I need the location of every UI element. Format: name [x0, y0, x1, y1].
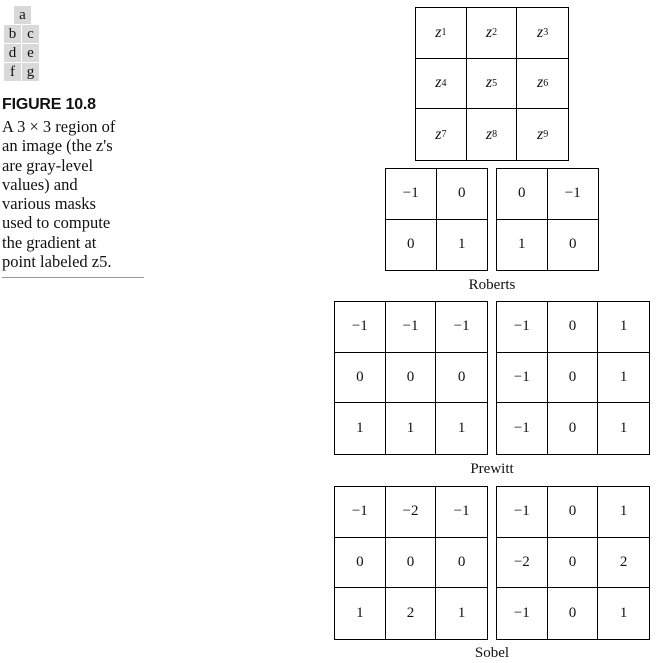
panel-key-b: b	[4, 25, 21, 43]
region-subscript: 7	[441, 129, 447, 141]
sobel-label: Sobel	[474, 645, 510, 661]
caption-divider	[2, 277, 144, 278]
region-variable: z	[537, 23, 544, 41]
region-cell	[416, 59, 467, 110]
mask-cell: 1	[497, 220, 548, 271]
mask-cell: 0	[335, 538, 386, 589]
region-variable: z	[435, 125, 442, 143]
mask-cell: −1	[497, 403, 548, 454]
region-variable: z	[485, 23, 493, 41]
mask-cell: 0	[436, 353, 487, 404]
region-subscript: 9	[543, 129, 549, 141]
region-variable: z	[485, 74, 493, 92]
mask-cell: −1	[386, 169, 437, 220]
mask-cell: 1	[386, 403, 437, 454]
region-cell	[467, 59, 518, 110]
region-variable: z	[537, 125, 544, 143]
panel-key-e: e	[22, 44, 39, 62]
region-cell	[416, 109, 467, 160]
mask-cell: 1	[457, 605, 466, 622]
region-subscript: 2	[492, 27, 498, 39]
region-subscript: 3	[543, 27, 549, 39]
figure-title: FIGURE 10.8	[2, 96, 96, 113]
region-variable: z	[485, 125, 493, 143]
figure-caption	[2, 117, 144, 271]
panel-key-g: g	[22, 63, 39, 81]
caption-line: the gradient at	[2, 232, 97, 252]
region-subscript: 4	[441, 77, 447, 89]
mask-cell: −1	[335, 487, 386, 538]
prewitt-mask-2	[496, 301, 650, 455]
image-region-grid	[415, 7, 569, 161]
roberts-mask-2	[496, 168, 599, 271]
roberts-mask-1	[385, 168, 488, 271]
region-variable: z	[435, 74, 442, 92]
mask-cell: 0	[497, 169, 548, 220]
mask-cell: −1	[497, 353, 548, 404]
mask-cell: 0	[548, 302, 599, 353]
mask-cell: 0	[569, 236, 577, 253]
mask-cell: −1	[497, 588, 548, 639]
panel-key	[4, 6, 40, 82]
mask-cell: 0	[436, 538, 487, 589]
mask-cell: 1	[598, 302, 649, 353]
region-subscript: 8	[492, 129, 498, 141]
mask-cell: −2	[497, 538, 548, 589]
region-cell	[416, 8, 467, 59]
sobel-mask-1	[334, 486, 488, 640]
mask-cell: 1	[458, 236, 466, 253]
mask-cell: 0	[386, 220, 437, 271]
mask-cell: −1	[497, 487, 548, 538]
mask-cell: −1	[386, 302, 437, 353]
sobel-mask-2	[496, 486, 650, 640]
mask-cell: 0	[548, 353, 599, 404]
mask-cell: 2	[598, 538, 649, 589]
mask-cell: 0	[548, 487, 599, 538]
mask-cell: 0	[386, 538, 437, 589]
mask-cell: −1	[497, 302, 548, 353]
region-subscript: 6	[543, 77, 549, 89]
caption-line: A 3 × 3 region of	[2, 117, 116, 136]
caption-line: various masks	[2, 194, 96, 214]
caption-line: are gray-level	[2, 155, 94, 175]
mask-cell: 1	[619, 420, 628, 437]
caption-line: point labeled z5.	[2, 252, 112, 272]
panel-key-f: f	[4, 63, 21, 81]
mask-cell: 1	[598, 353, 649, 404]
caption-line: an image (the z's	[2, 136, 113, 156]
panel-key-a: a	[14, 6, 31, 24]
mask-cell: −1	[335, 302, 386, 353]
region-cell	[517, 8, 568, 59]
mask-cell: −1	[436, 302, 487, 353]
mask-cell: −2	[386, 487, 437, 538]
mask-cell: 1	[335, 588, 386, 639]
mask-cell: 0	[335, 353, 386, 404]
mask-cell: 1	[598, 487, 649, 538]
panel-key-c: c	[22, 25, 39, 43]
region-cell	[467, 109, 518, 160]
mask-cell: 0	[386, 353, 437, 404]
region-cell	[467, 8, 518, 59]
mask-cell: −1	[548, 169, 599, 220]
region-cell	[517, 59, 568, 110]
mask-cell: 1	[335, 403, 386, 454]
mask-cell: 2	[386, 588, 437, 639]
region-variable: z	[537, 74, 544, 92]
prewitt-mask-1	[334, 301, 488, 455]
panel-key-d: d	[4, 44, 21, 62]
mask-cell: −1	[436, 487, 487, 538]
roberts-label: Roberts	[468, 277, 516, 293]
mask-cell: 1	[457, 420, 466, 437]
mask-cell: 0	[548, 538, 599, 589]
region-cell	[517, 109, 568, 160]
caption-line: values) and	[2, 174, 78, 194]
caption-line: used to compute	[2, 213, 111, 233]
prewitt-label: Prewitt	[470, 461, 514, 477]
mask-cell: 1	[619, 605, 628, 622]
mask-cell: 0	[548, 403, 599, 454]
region-subscript: 5	[492, 77, 498, 89]
region-subscript: 1	[441, 27, 447, 39]
region-variable: z	[435, 23, 442, 41]
mask-cell: 0	[437, 169, 488, 220]
mask-cell: 0	[548, 588, 599, 639]
